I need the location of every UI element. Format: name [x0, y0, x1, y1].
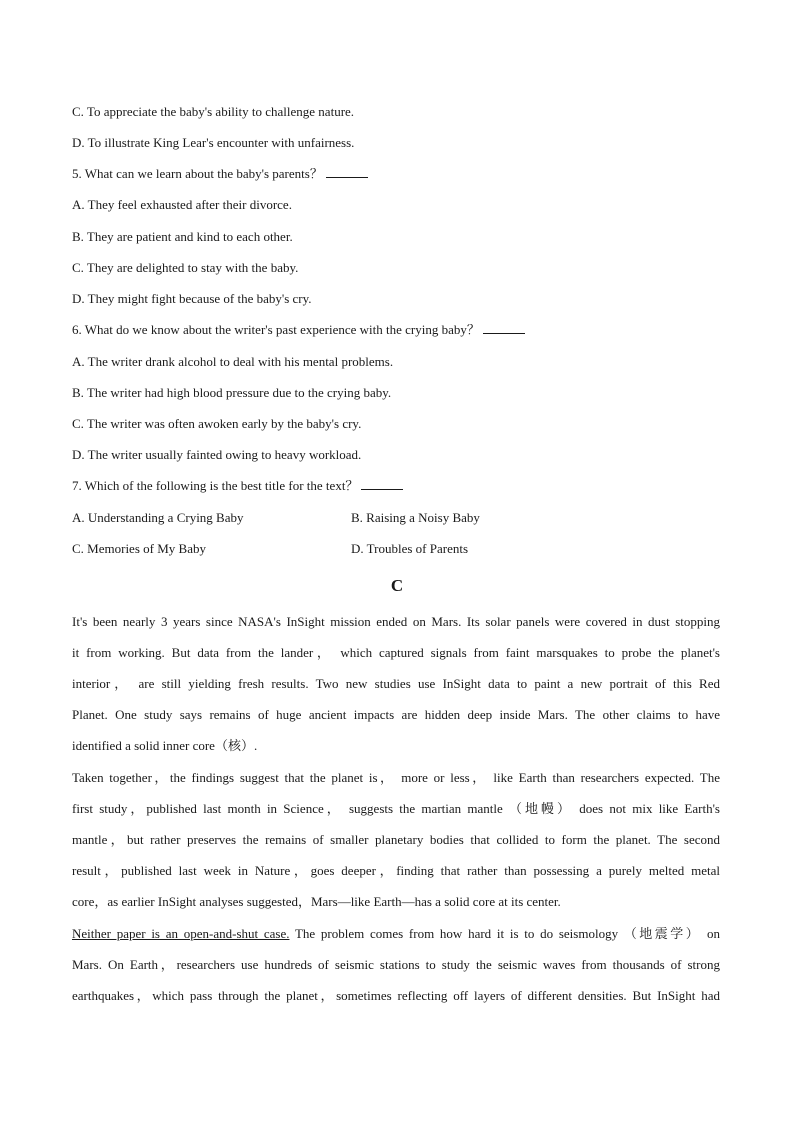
q7-option-a: A. Understanding a Crying Baby: [72, 510, 244, 525]
paragraph-line: It's been nearly 3 years since NASA's InSight mission ended on Mars. Its solar panels were covered in dust stopping: [72, 614, 720, 629]
q6-option-d: D. The writer usually fainted owing to heavy workload.: [72, 447, 362, 462]
q6-stem: [72, 322, 525, 338]
q6-option-a: A. The writer drank alcohol to deal with his mental problems.: [72, 354, 394, 369]
q6-stem-text: 6. What do we know about the writer's past experience with the crying baby？: [72, 322, 480, 337]
q7-stem: [72, 478, 403, 494]
q5-stem: [72, 166, 368, 182]
paragraph-line: mantle，but rather preserves the remains of smaller planetary bodies that collided to form the planet. The second: [72, 832, 720, 847]
paragraph-line: it from working. But data from the lander， which captured signals from faint marsquakes to probe the planet's: [72, 645, 720, 660]
q4-option-c: C. To appreciate the baby's ability to challenge nature.: [72, 104, 355, 119]
q5-option-c: C. They are delighted to stay with the baby.: [72, 260, 299, 275]
paragraph-line: Taken together，the findings suggest that the planet is， more or less， like Earth than researchers expected. The: [72, 770, 720, 785]
paragraph-line: earthquakes，which pass through the planet，sometimes reflecting off layers of different densities. But InSight had: [72, 988, 720, 1003]
paragraph-line: Mars. On Earth，researchers use hundreds of seismic stations to study the seismic waves from thousands of strong: [72, 957, 720, 972]
q5-option-b: B. They are patient and kind to each other.: [72, 229, 293, 244]
q6-option-c: C. The writer was often awoken early by the baby's cry.: [72, 416, 362, 431]
q7-option-b: B. Raising a Noisy Baby: [351, 510, 480, 525]
paragraph-line: interior， are still yielding fresh results. Two new studies use InSight data to paint a new portrait of this Red: [72, 676, 720, 691]
paragraph-line: first study，published last month in Science， suggests the martian mantle （地幔） does not mix like Earth's: [72, 801, 720, 816]
section-heading: C: [390, 576, 404, 595]
paragraph-line: result，published last week in Nature，goes deeper，finding that rather than possessing a purely melted metal: [72, 863, 720, 878]
paragraph-line: identified a solid inner core（核）.: [72, 738, 258, 753]
paragraph-line: core，as earlier InSight analyses suggested，Mars—like Earth—has a solid core at its center.: [72, 894, 561, 909]
q7-stem-text: 7. Which of the following is the best title for the text？: [72, 478, 359, 493]
q7-option-c: C. Memories of My Baby: [72, 541, 206, 556]
q6-option-b: B. The writer had high blood pressure due to the crying baby.: [72, 385, 392, 400]
q5-option-d: D. They might fight because of the baby's cry.: [72, 291, 312, 306]
q7-answer-blank[interactable]: [361, 479, 403, 490]
q5-option-a: A. They feel exhausted after their divorce.: [72, 197, 292, 212]
q6-answer-blank[interactable]: [483, 323, 525, 334]
q7-option-d: D. Troubles of Parents: [351, 541, 469, 556]
q5-stem-text: 5. What can we learn about the baby's parents？: [72, 166, 323, 181]
underlined-sentence: Neither paper is an open-and-shut case.: [72, 926, 290, 941]
paragraph-text: The problem comes from how hard it is to do seismology （地震学） on: [289, 926, 720, 941]
q5-answer-blank[interactable]: [326, 167, 368, 178]
paragraph-line: Planet. One study says remains of huge ancient impacts are hidden deep inside Mars. The other claims to have: [72, 707, 720, 722]
paragraph-line: [72, 926, 720, 942]
q4-option-d: D. To illustrate King Lear's encounter with unfairness.: [72, 135, 355, 150]
